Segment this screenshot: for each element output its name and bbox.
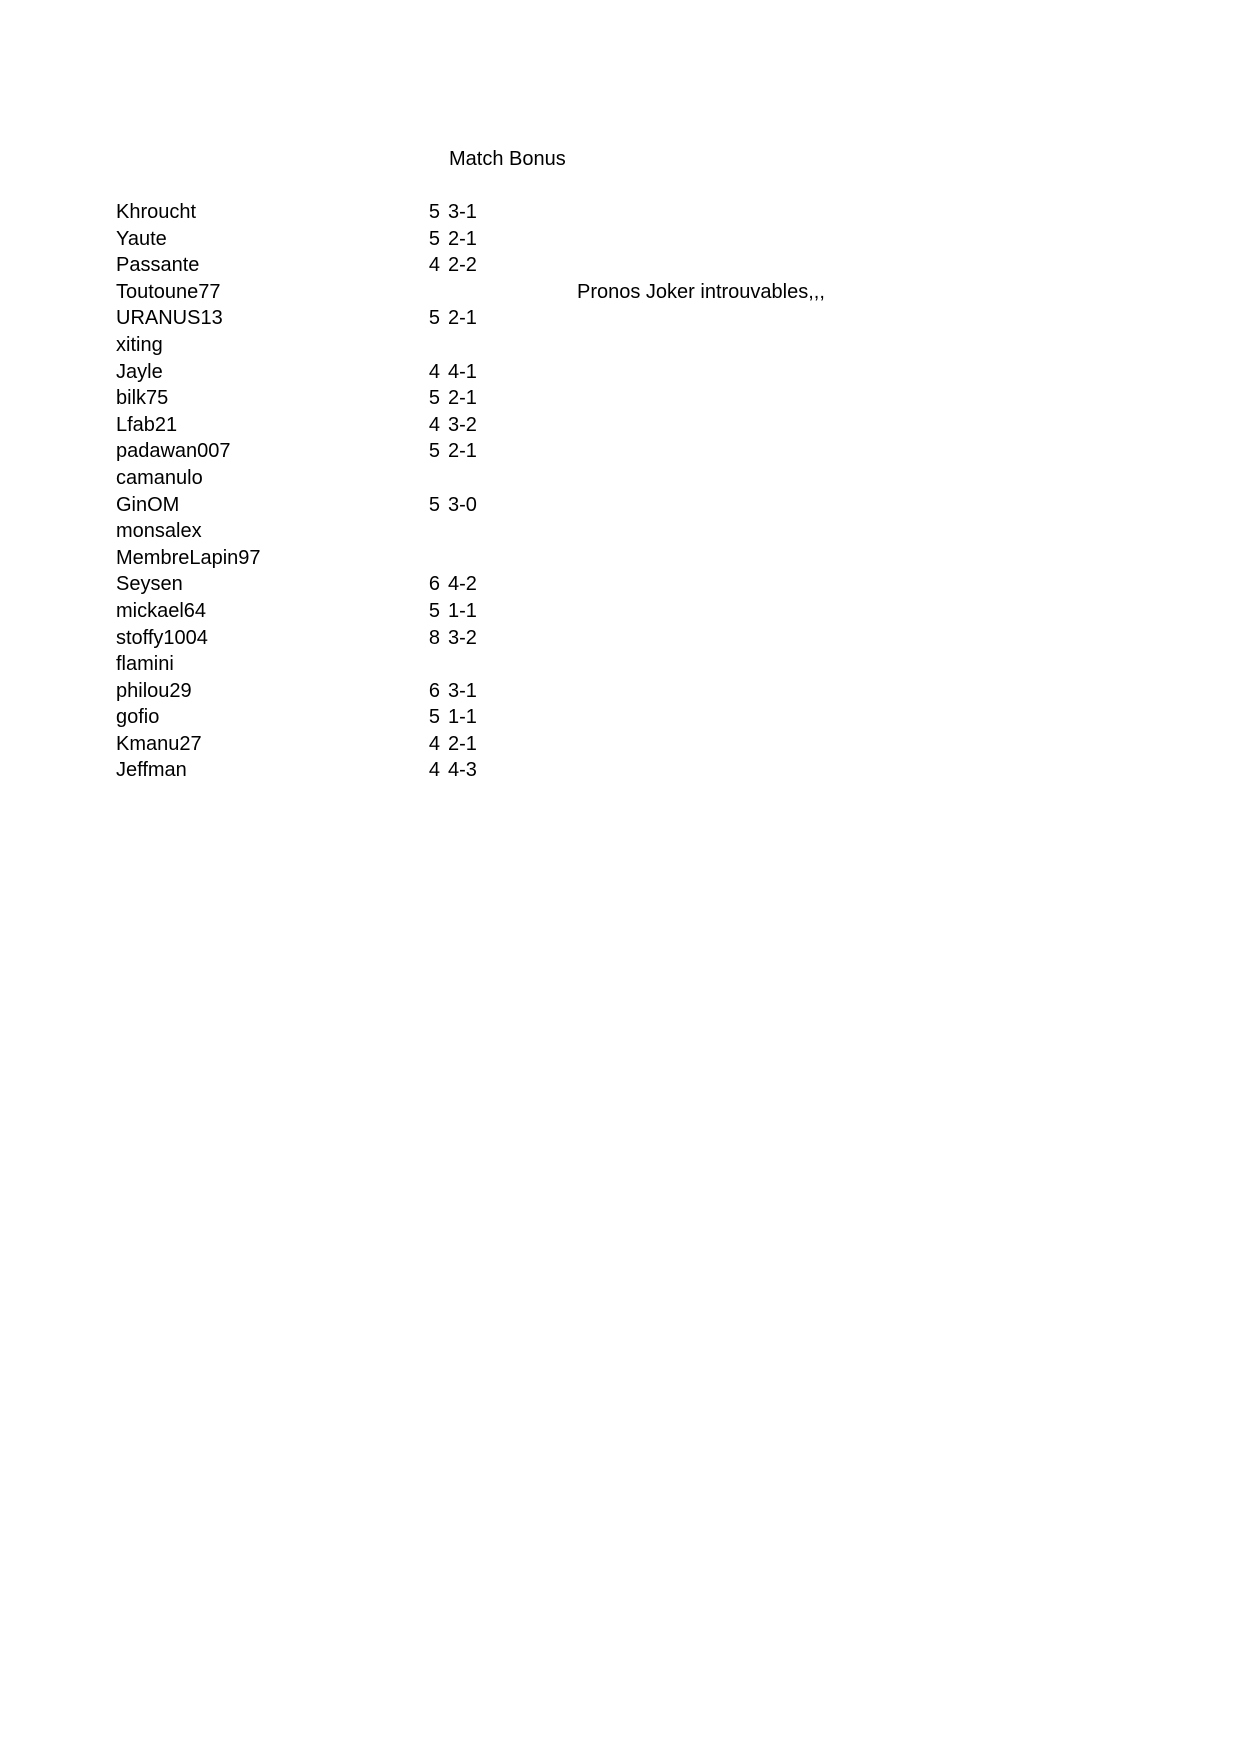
participant-points: 5 bbox=[428, 201, 440, 223]
participant-name: Lfab21 bbox=[116, 413, 178, 436]
participant-name: Jeffman bbox=[116, 759, 187, 782]
participant-score: 3-1 bbox=[448, 201, 477, 223]
participant-points: 4 bbox=[428, 254, 440, 277]
list-item bbox=[0, 518, 1241, 545]
participant-name: Toutoune77 bbox=[116, 280, 221, 303]
participant-points: 5 bbox=[428, 493, 440, 516]
list-item bbox=[0, 279, 1241, 306]
list-item bbox=[0, 731, 1241, 758]
list-item bbox=[0, 571, 1241, 598]
list-item bbox=[0, 465, 1241, 492]
participant-name: MembreLapin97 bbox=[116, 546, 261, 569]
participant-score: 2-1 bbox=[448, 440, 477, 463]
list-item bbox=[0, 438, 1241, 465]
participant-points: 6 bbox=[428, 679, 440, 702]
list-item bbox=[0, 492, 1241, 519]
participant-points: 5 bbox=[428, 227, 440, 250]
list-item bbox=[0, 332, 1241, 359]
participant-score: 4-1 bbox=[448, 360, 477, 383]
participant-name: Seysen bbox=[116, 573, 183, 596]
participant-name: GinOM bbox=[116, 493, 180, 516]
list-item bbox=[0, 598, 1241, 625]
list-item bbox=[0, 412, 1241, 439]
participant-name: monsalex bbox=[116, 520, 202, 543]
participant-score: 2-1 bbox=[448, 227, 477, 250]
list-item bbox=[0, 757, 1241, 784]
participant-points: 5 bbox=[428, 307, 440, 330]
list-item bbox=[0, 385, 1241, 412]
participant-points: 5 bbox=[428, 440, 440, 463]
participant-score: 3-0 bbox=[448, 493, 477, 516]
participant-score: 2-1 bbox=[448, 732, 477, 755]
list-item bbox=[0, 651, 1241, 678]
participant-name: Passante bbox=[116, 254, 200, 277]
participant-score: 4-3 bbox=[448, 759, 477, 782]
list-item bbox=[0, 625, 1241, 652]
participant-score: 1-1 bbox=[448, 706, 477, 729]
participant-name: gofio bbox=[116, 706, 160, 729]
participant-name: xiting bbox=[116, 333, 163, 356]
participant-score: 1-1 bbox=[448, 599, 477, 622]
participant-name: flamini bbox=[116, 653, 174, 676]
participant-score: 2-2 bbox=[448, 254, 477, 277]
participant-name: URANUS13 bbox=[116, 307, 223, 330]
participant-score: 4-2 bbox=[448, 573, 477, 596]
participant-score: 2-1 bbox=[448, 307, 477, 330]
participant-points: 5 bbox=[428, 706, 440, 729]
participant-points: 4 bbox=[428, 360, 440, 383]
participant-name: camanulo bbox=[116, 466, 203, 489]
participant-name: philou29 bbox=[116, 679, 192, 702]
participant-score: 3-2 bbox=[448, 413, 477, 436]
list-item bbox=[0, 545, 1241, 572]
list-item bbox=[0, 359, 1241, 386]
list-item bbox=[0, 305, 1241, 332]
participant-points: 5 bbox=[428, 599, 440, 622]
participant-name: bilk75 bbox=[116, 387, 169, 410]
participant-score: 3-2 bbox=[448, 626, 477, 649]
list-item bbox=[0, 199, 1241, 226]
participant-score: 3-1 bbox=[448, 679, 477, 702]
joker-note: Pronos Joker introuvables,,, bbox=[577, 281, 825, 303]
list-item bbox=[0, 226, 1241, 253]
participant-name: Jayle bbox=[116, 360, 163, 383]
participant-points: 6 bbox=[428, 573, 440, 596]
participant-name: stoffy1004 bbox=[116, 626, 208, 649]
participant-name: mickael64 bbox=[116, 599, 207, 622]
page-title: Match Bonus bbox=[449, 148, 566, 170]
participant-name: Kmanu27 bbox=[116, 732, 202, 755]
list-item bbox=[0, 678, 1241, 705]
list-item bbox=[0, 252, 1241, 279]
list-item bbox=[0, 704, 1241, 731]
participant-points: 5 bbox=[428, 387, 440, 410]
participant-name: Yaute bbox=[116, 227, 167, 250]
participant-name: padawan007 bbox=[116, 440, 231, 463]
participant-points: 8 bbox=[428, 626, 440, 649]
participant-list bbox=[0, 199, 1241, 784]
participant-score: 2-1 bbox=[448, 387, 477, 410]
participant-name: Khroucht bbox=[116, 201, 197, 223]
participant-points: 4 bbox=[428, 732, 440, 755]
participant-points: 4 bbox=[428, 413, 440, 436]
participant-points: 4 bbox=[428, 759, 440, 782]
